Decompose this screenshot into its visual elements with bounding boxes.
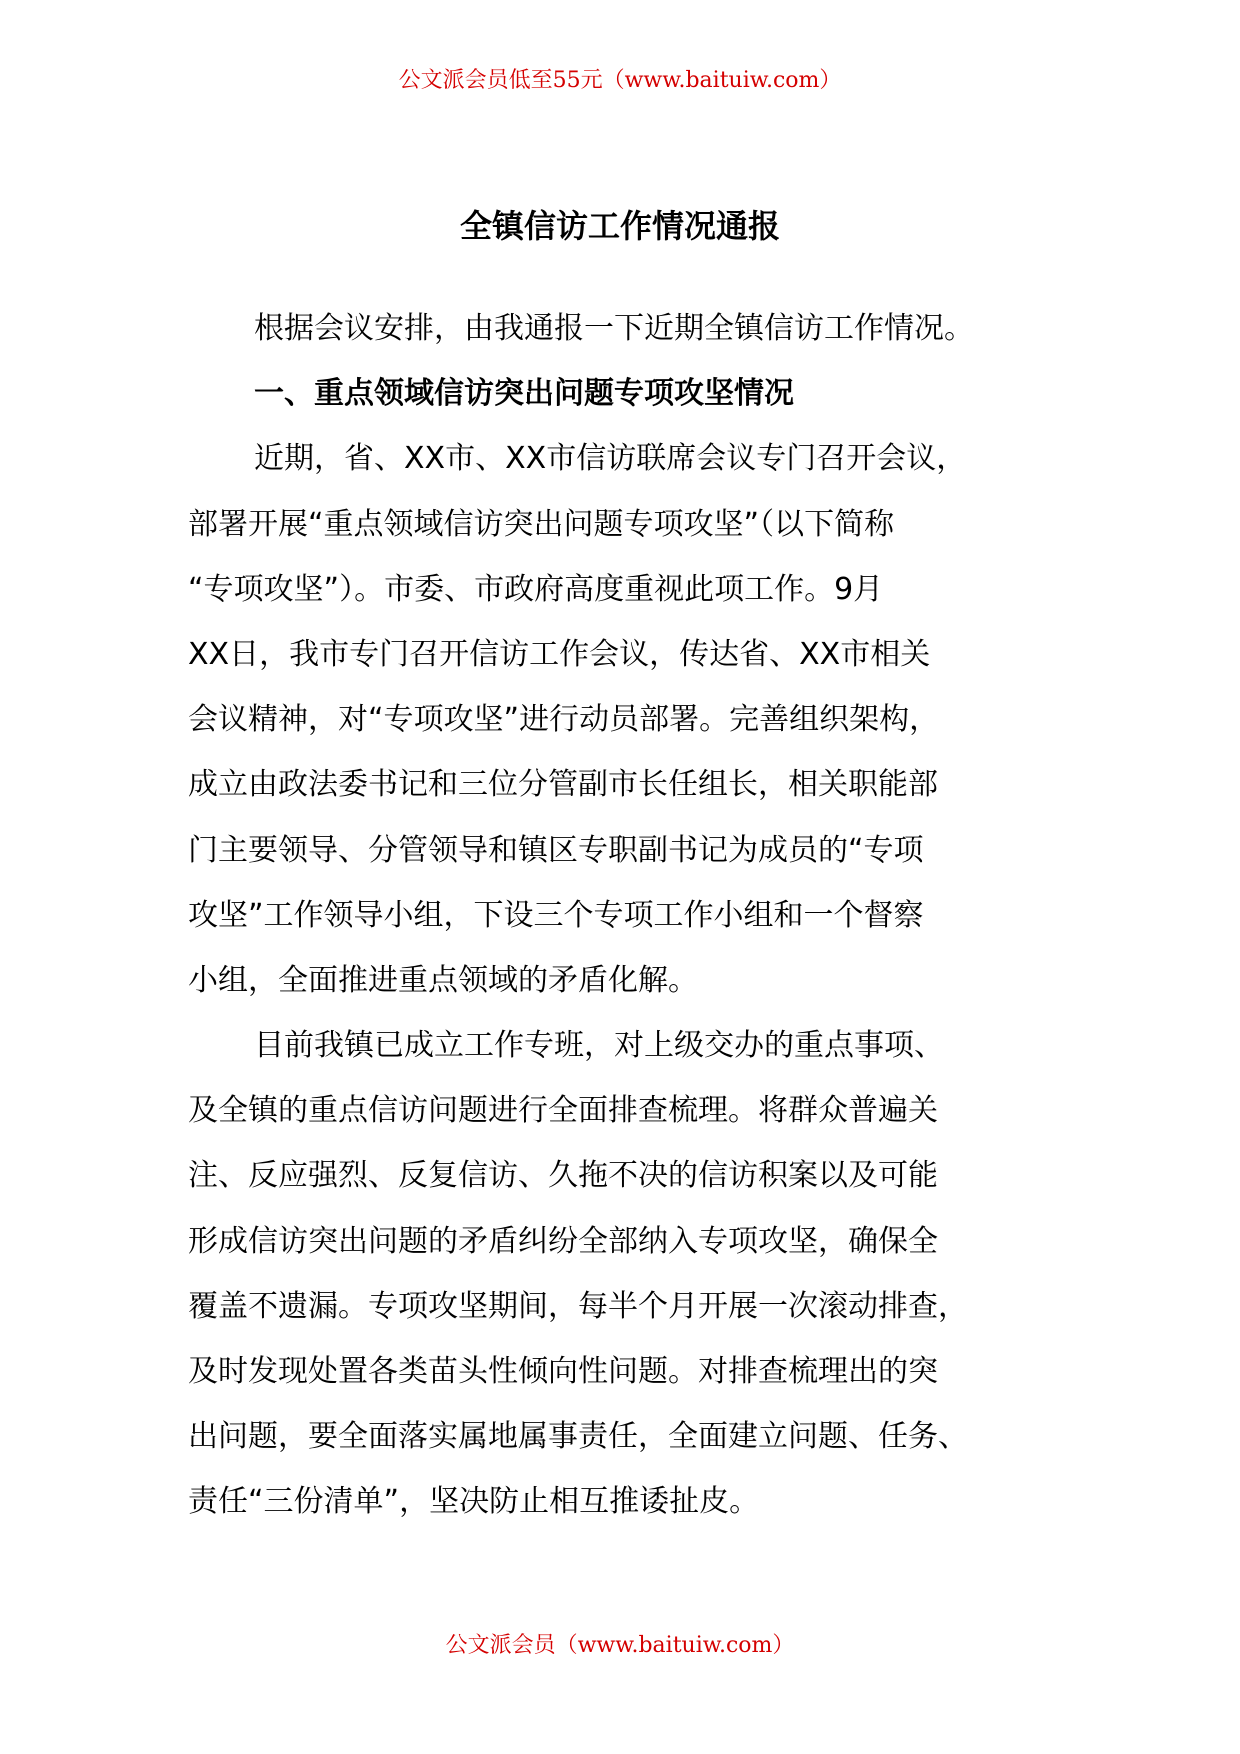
paragraph-line: 门主要领导、分管领导和镇区专职副书记为成员的“专项 bbox=[188, 832, 924, 868]
paragraph-line: 责任“三份清单”，坚决防止相互推诿扯皮。 bbox=[188, 1484, 760, 1520]
header-banner-link[interactable]: 公文派会员低至55元（www.baituiw.com） bbox=[398, 68, 842, 93]
paragraph-line: 部署开展“重点领域信访突出问题专项攻坚”（以下简称 bbox=[188, 506, 895, 542]
paragraph-line: 覆盖不遗漏。专项攻坚期间，每半个月开展一次滚动排查， bbox=[188, 1288, 968, 1324]
paragraph-line: 注、反应强烈、反复信访、久拖不决的信访积案以及可能 bbox=[188, 1158, 938, 1194]
paragraph-line: 会议精神，对“专项攻坚”进行动员部署。完善组织架构， bbox=[188, 702, 940, 738]
paragraph-line: 形成信访突出问题的矛盾纠纷全部纳入专项攻坚，确保全 bbox=[188, 1223, 938, 1259]
paragraph-line: “专项攻坚”）。市委、市政府高度重视此项工作。9月 bbox=[188, 571, 884, 607]
paragraph-line: 及时发现处置各类苗头性倾向性问题。对排查梳理出的突 bbox=[188, 1354, 938, 1389]
paragraph-line: 近期，省、XX市、XX市信访联席会议专门召开会议， bbox=[254, 441, 967, 477]
section-heading-1: 一、重点领域信访突出问题专项攻坚情况 bbox=[254, 376, 794, 412]
paragraph-line: 成立由政法委书记和三位分管副市长任组长，相关职能部 bbox=[188, 767, 938, 803]
document-title: 全镇信访工作情况通报 bbox=[459, 207, 780, 245]
footer-banner-link[interactable]: 公文派会员（www.baituiw.com） bbox=[445, 1633, 795, 1658]
intro-paragraph-line: 根据会议安排，由我通报一下近期全镇信访工作情况。 bbox=[254, 311, 974, 346]
paragraph-line: 及全镇的重点信访问题进行全面排查梳理。将群众普遍关 bbox=[188, 1093, 938, 1129]
document-body bbox=[188, 296, 1068, 1535]
paragraph-line: 小组，全面推进重点领域的矛盾化解。 bbox=[188, 962, 698, 998]
paragraph-line: 攻坚”工作领导小组，下设三个专项工作小组和一个督察 bbox=[188, 897, 924, 933]
paragraph-line: 目前我镇已成立工作专班，对上级交办的重点事项、 bbox=[254, 1028, 944, 1064]
paragraph-line: 出问题，要全面落实属地属事责任，全面建立问题、任务、 bbox=[188, 1419, 968, 1455]
paragraph-line: XX日，我市专门召开信访工作会议，传达省、XX市相关 bbox=[188, 636, 931, 672]
